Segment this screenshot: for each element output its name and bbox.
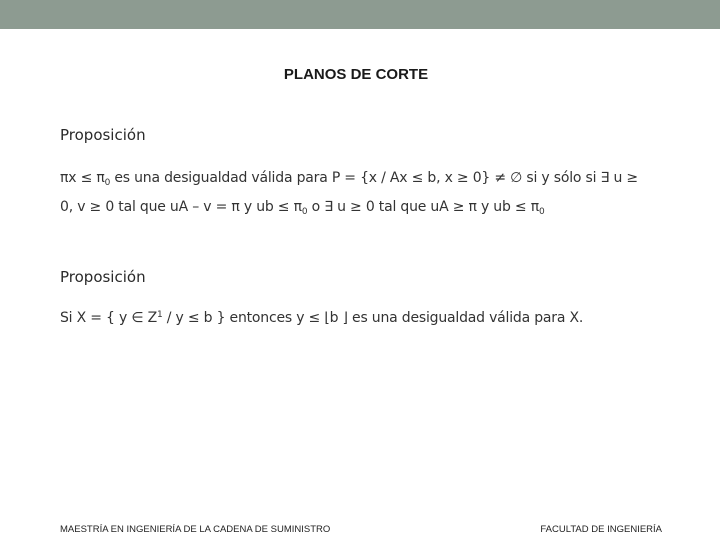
proposition-1-line-2-text-b: o ∃ u ≥ 0 tal que uA ≥ π y ub ≤ π (307, 199, 539, 215)
footer-faculty-name: FACULTAD DE INGENIERÍA (540, 524, 662, 535)
pi-zero-subscript: 0 (538, 207, 545, 217)
z-superscript: 1 (156, 310, 163, 320)
proposition-1-line-2 (60, 199, 544, 217)
top-accent-bar (0, 0, 720, 29)
proposition-heading-1: Proposición (60, 126, 146, 144)
proposition-1-line-1-text-a: πx ≤ π (60, 170, 105, 186)
pi-zero-subscript: 0 (104, 178, 111, 188)
proposition-2-text-a: Si X = { y ∈ Z (60, 310, 157, 326)
proposition-2-text-b: / y ≤ b } entonces y ≤ ⌊b ⌋ es una desigualdad válida para X. (162, 310, 584, 326)
proposition-1-line-2-text-a: 0, v ≥ 0 tal que uA – v = π y ub ≤ π (60, 199, 302, 215)
proposition-1-line-1-text-b: es una desigualdad válida para P = {x / Ax ≤ b, x ≥ 0} ≠ ∅ si y sólo si ∃ u ≥ (110, 170, 638, 186)
slide-title: PLANOS DE CORTE (283, 66, 429, 83)
footer-program-name: MAESTRÍA EN INGENIERÍA DE LA CADENA DE SUMINISTRO (60, 524, 331, 535)
proposition-heading-2: Proposición (60, 268, 146, 286)
proposition-2-line (60, 310, 583, 326)
pi-zero-subscript: 0 (301, 207, 308, 217)
proposition-1-line-1 (60, 170, 638, 188)
